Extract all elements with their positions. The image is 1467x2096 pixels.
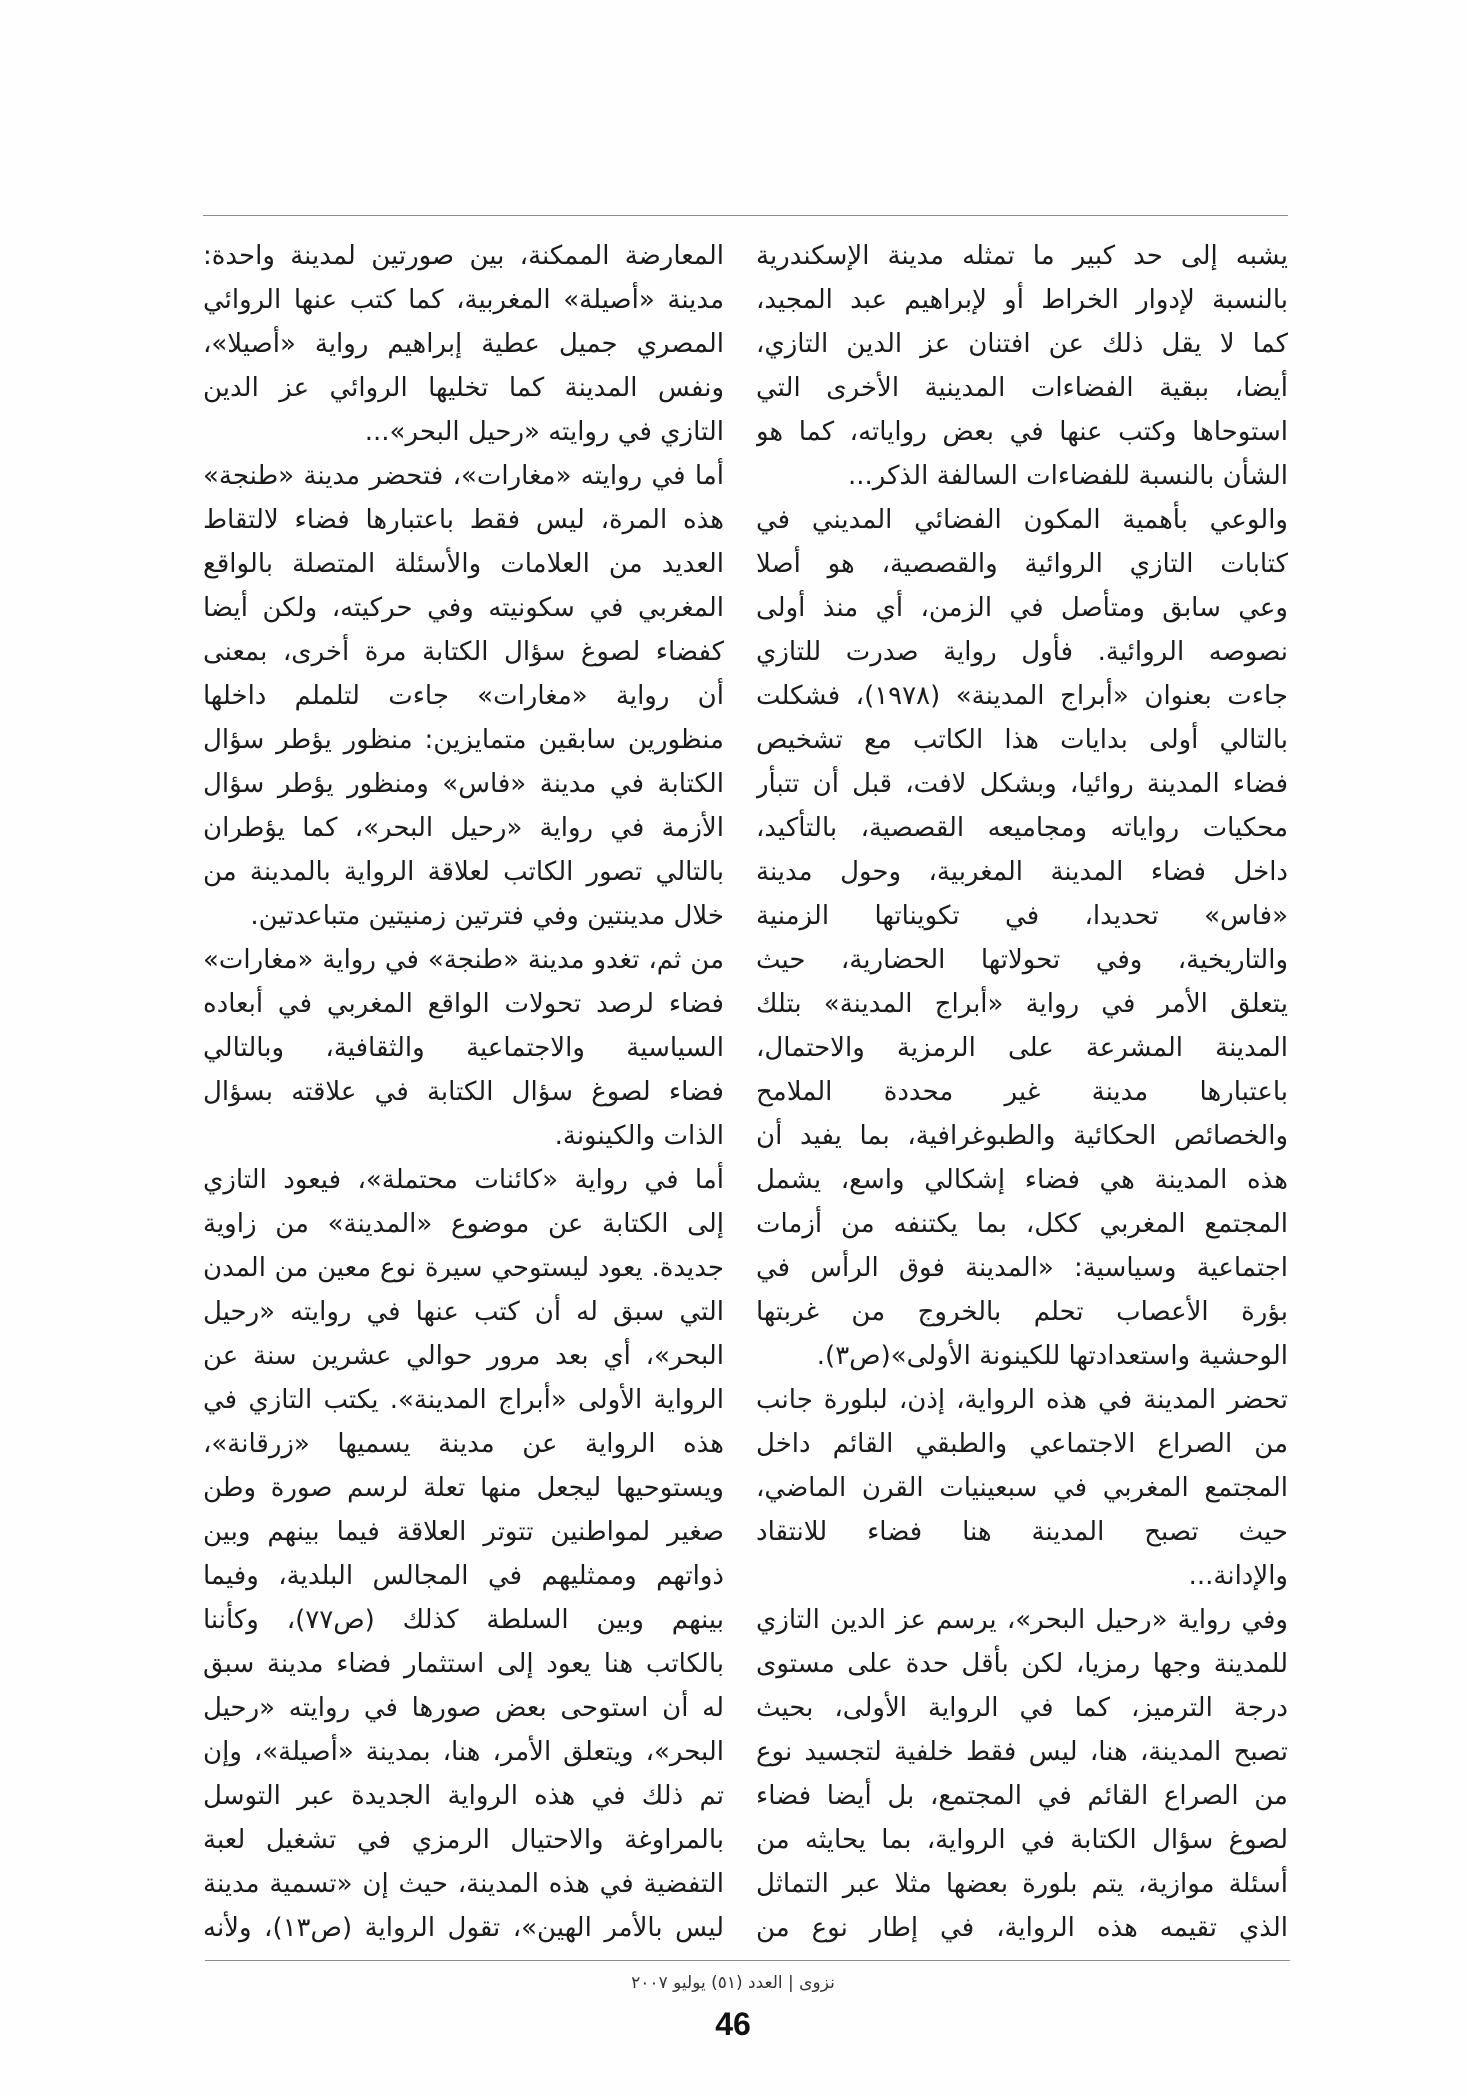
text-line: ليس بالأمر الهين»، تقول الرواية (ص١٣)، ولأنه [203,1913,724,1943]
text-line: المجتمع المغربي في سبعينيات القرن الماضي، [756,1473,1288,1503]
paragraph [756,498,1288,1378]
text-line: أيضا، ببقية الفضاءات المدينية الأخرى التي [756,373,1288,403]
text-line: والتاريخية، وفي تحولاتها الحضارية، حيث [756,945,1288,975]
text-line: هذه الرواية عن مدينة يسميها «زرقانة»، [203,1429,724,1459]
text-line: حيث تصبح المدينة هنا فضاء للانتقاد [756,1517,1288,1547]
text-line: خلال مدينتين وفي فترتين زمنيتين متباعدتين. [250,901,724,931]
paragraph [756,234,1288,498]
text-line: فضاء المدينة روائيا، وبشكل لافت، قبل أن تتبأر [756,769,1288,799]
page-number: 46 [715,2006,751,2042]
text-line: الذات والكينونة. [554,1121,724,1151]
text-line: بؤرة الأعصاب تحلم بالخروج من غربتها [756,1297,1288,1327]
text-line: تصبح المدينة، هنا، ليس فقط خلفية لتجسيد نوع [756,1737,1288,1767]
text-line: محكيات رواياته ومجاميعه القصصية، بالتأكيد، [756,813,1288,843]
text-line: التفضية في هذه المدينة، حيث إن «تسمية مدينة [203,1869,724,1899]
text-line: السياسية والاجتماعية والثقافية، وبالتالي [203,1033,724,1063]
text-line: ذواتهم وممثليهم في المجالس البلدية، وفيما [203,1561,724,1591]
footer-masthead: نزوى | العدد (٥١) يوليو ٢٠٠٧ [631,1973,835,1993]
text-line: يتعلق الأمر في رواية «أبراج المدينة» بتلك [756,989,1288,1019]
text-line: مدينة «أصيلة» المغربية، كما كتب عنها الروائي [203,285,724,315]
text-line: تم ذلك في هذه الرواية الجديدة عبر التوسل [203,1781,724,1811]
text-line: البحر»، ويتعلق الأمر، هنا، بمدينة «أصيلة»، وإن [203,1737,724,1767]
text-line: من ثم، تغدو مدينة «طنجة» في رواية «مغارات» [203,945,724,975]
text-line: أسئلة موازية، يتم بلورة بعضها مثلا عبر التماثل [756,1869,1288,1899]
text-line: وفي رواية «رحيل البحر»، يرسم عز الدين التازي [756,1605,1288,1635]
right-column [756,234,1288,1950]
text-line: بالمراوغة والاحتيال الرمزي في تشغيل لعبة [203,1825,724,1855]
text-line: هذه المدينة هي فضاء إشكالي واسع، يشمل [756,1165,1288,1195]
left-column [203,234,724,1950]
text-line: المدينة المشرعة على الرمزية والاحتمال، [756,1033,1288,1063]
text-line: منظورين سابقين متمايزين: منظور يؤطر سؤال [203,725,724,755]
text-line: المعارضة الممكنة، بين صورتين لمدينة واحدة: [203,241,724,271]
text-line: درجة الترميز، كما في الرواية الأولى، بحيث [756,1693,1288,1723]
text-line: له أن استوحى بعض صورها في روايته «رحيل [203,1693,724,1723]
paragraph [203,234,724,454]
text-line: داخل فضاء المدينة المغربية، وحول مدينة [756,857,1288,887]
top-rule [203,215,1288,216]
text-line: أما في رواية «كائنات محتملة»، فيعود التازي [203,1165,724,1195]
text-line: ونفس المدينة كما تخليها الروائي عز الدين [203,373,724,403]
text-line: للمدينة وجها رمزيا، لكن بأقل حدة على مستوى [756,1649,1288,1679]
text-line: الكتابة في مدينة «فاس» ومنظور يؤطر سؤال [203,769,724,799]
paragraph [756,1378,1288,1598]
text-line: باعتبارها مدينة غير محددة الملامح [756,1077,1288,1107]
text-line: بالتالي تصور الكاتب لعلاقة الرواية بالمدينة من [203,857,724,887]
text-line: فضاء لصوغ سؤال الكتابة في علاقته بسؤال [203,1077,724,1107]
text-line: العديد من العلامات والأسئلة المتصلة بالواقع [203,549,724,579]
text-line: ويستوحيها ليجعل منها تعلة لرسم صورة وطن [203,1473,724,1503]
text-line: المغربي في سكونيته وفي حركيته، ولكن أيضا [203,593,724,623]
text-line: الرواية الأولى «أبراج المدينة». يكتب التازي في [203,1385,724,1415]
text-line: والخصائص الحكائية والطبوغرافية، بما يفيد أن [756,1121,1288,1151]
text-line: صغير لمواطنين تتوتر العلاقة فيما بينهم وبين [203,1517,724,1547]
text-line: الشأن بالنسبة للفضاءات السالفة الذكر... [848,461,1288,491]
text-line: لصوغ سؤال الكتابة في الرواية، بما يحايثه من [756,1825,1288,1855]
text-line: بينهم وبين السلطة كذلك (ص٧٧)، وكأننا [203,1605,724,1635]
paragraph [203,454,724,938]
text-line: بالكاتب هنا يعود إلى استثمار فضاء مدينة سبق [203,1649,724,1679]
text-line: من الصراع القائم في المجتمع، بل أيضا فضاء [756,1781,1288,1811]
text-line: نصوصه الروائية. فأول رواية صدرت للتازي [756,637,1288,667]
text-line: بالتالي أولى بدايات هذا الكاتب مع تشخيص [756,725,1288,755]
text-line: هذه المرة، ليس فقط باعتبارها فضاء لالتقاط [203,505,724,535]
paragraph [756,1598,1288,1950]
text-line: التازي في روايته «رحيل البحر»... [364,417,724,447]
text-line: كما لا يقل ذلك عن افتنان عز الدين التازي، [756,329,1288,359]
text-line: أن رواية «مغارات» جاءت لتلملم داخلها [203,681,724,711]
text-line: والإدانة... [1188,1561,1288,1591]
text-line: التي سبق له أن كتب عنها في روايته «رحيل [203,1297,724,1327]
bottom-rule [205,1960,1290,1961]
text-line: إلى الكتابة عن موضوع «المدينة» من زاوية [203,1209,724,1239]
text-line: الأزمة في رواية «رحيل البحر»، كما يؤطران [203,813,724,843]
text-line: يشبه إلى حد كبير ما تمثله مدينة الإسكندرية [756,241,1288,271]
text-line: وعي سابق ومتأصل في الزمن، أي منذ أولى [756,593,1288,623]
text-line: جديدة. يعود ليستوحي سيرة نوع معين من المدن [203,1253,724,1283]
text-line: الوحشية واستعدادتها للكينونة الأولى»(ص٣). [816,1341,1288,1371]
paragraph [203,938,724,1158]
text-line: تحضر المدينة في هذه الرواية، إذن، لبلورة جانب [756,1385,1288,1415]
text-line: اجتماعية وسياسية: «المدينة فوق الرأس في [756,1253,1288,1283]
text-line: البحر»، أي بعد مرور حوالي عشرين سنة عن [203,1341,724,1371]
text-line: أما في روايته «مغارات»، فتحضر مدينة «طنجة» [203,461,724,491]
text-line: المجتمع المغربي ككل، بما يكتنفه من أزمات [756,1209,1288,1239]
text-line: استوحاها وكتب عنها في بعض رواياته، كما هو [756,417,1288,447]
paragraph [203,1158,724,1950]
text-line: بالنسبة لإدوار الخراط أو لإبراهيم عبد المجيد، [756,285,1288,315]
text-line: كتابات التازي الروائية والقصصية، هو أصلا [756,549,1288,579]
text-line: المصري جميل عطية إبراهيم رواية «أصيلا»، [203,329,724,359]
text-line: كفضاء لصوغ سؤال الكتابة مرة أخرى، بمعنى [203,637,724,667]
text-line: فضاء لرصد تحولات الواقع المغربي في أبعاده [203,989,724,1019]
text-line: والوعي بأهمية المكون الفضائي المديني في [756,505,1288,535]
text-line: الذي تقيمه هذه الرواية، في إطار نوع من [756,1913,1288,1943]
text-line: من الصراع الاجتماعي والطبقي القائم داخل [756,1429,1288,1459]
text-line: جاءت بعنوان «أبراج المدينة» (١٩٧٨)، فشكلت [756,681,1288,711]
text-line: «فاس» تحديدا، في تكويناتها الزمنية [756,901,1288,931]
